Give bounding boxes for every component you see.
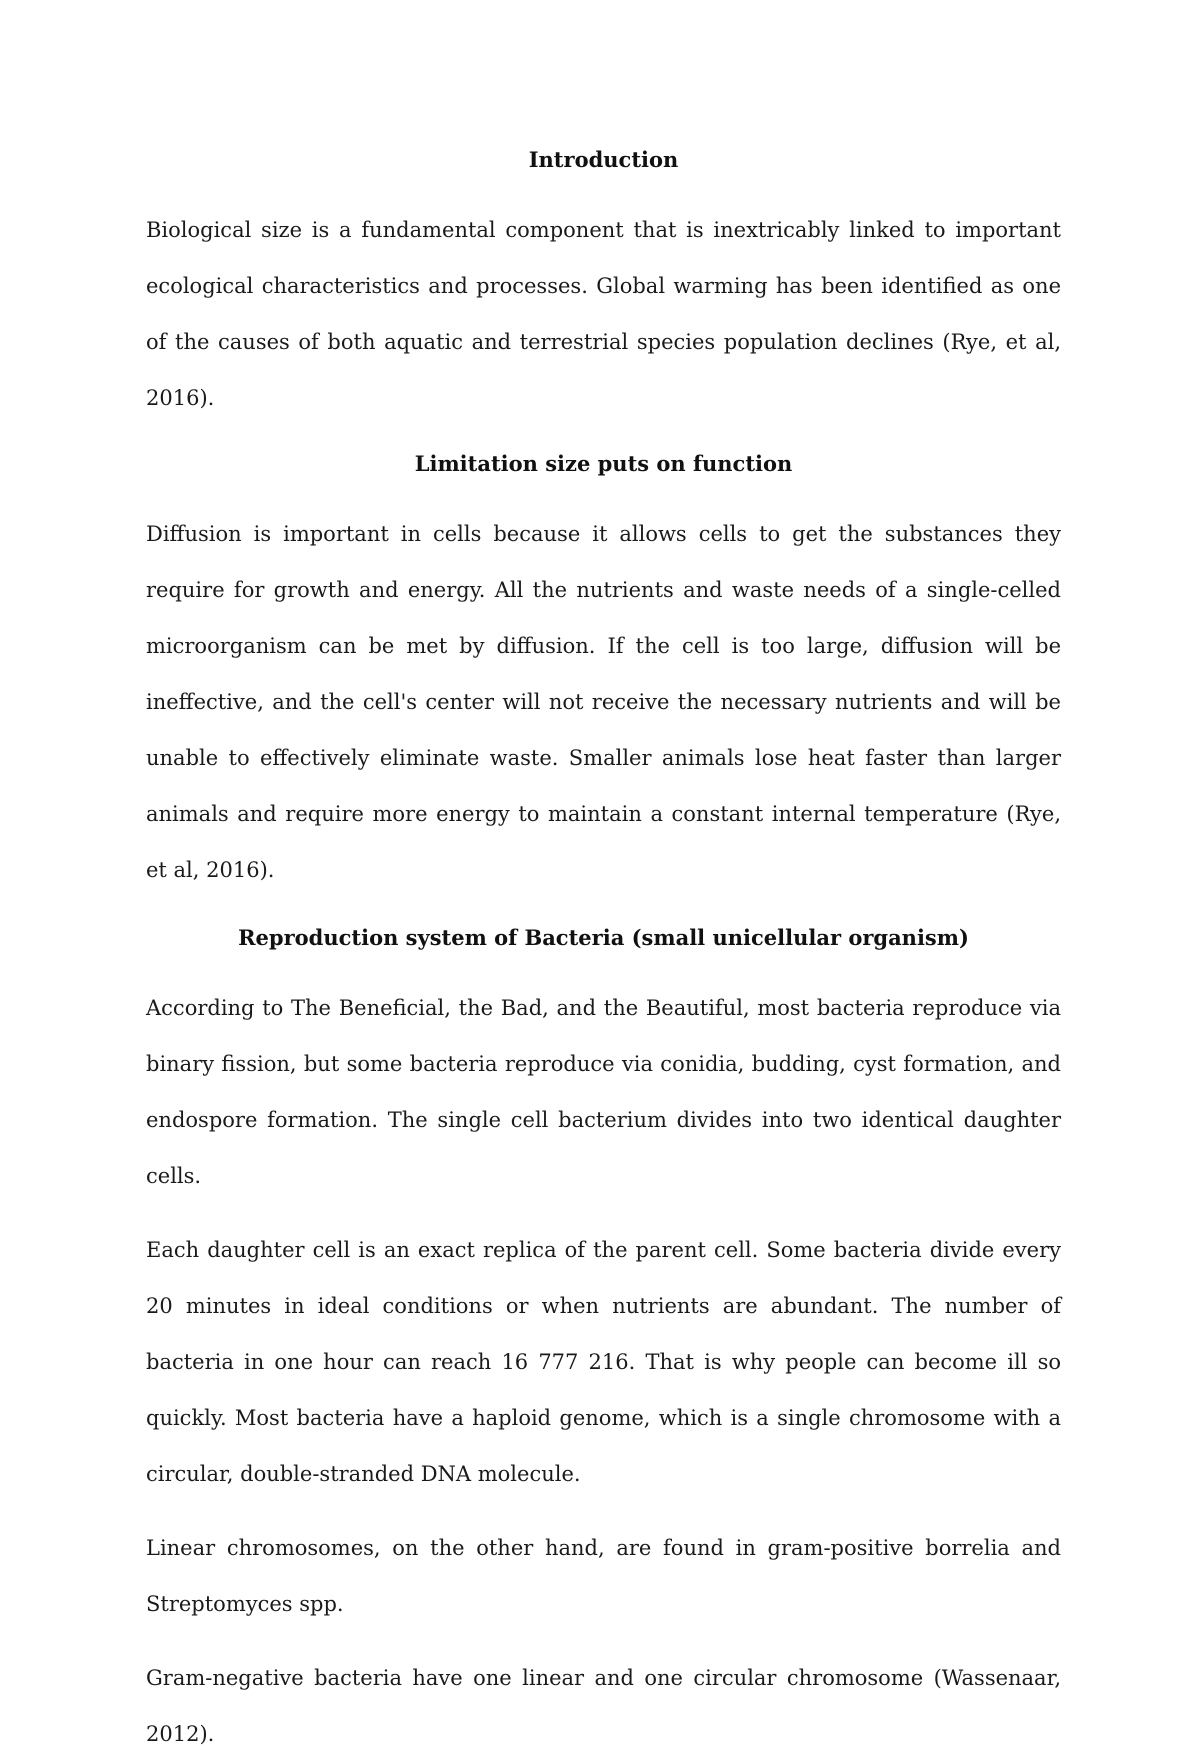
paragraph-limitation-size: Diffusion is important in cells because it allows cells to get the substances they require for growth and energy. All the nutrients and waste needs of a single-celled microorganism can be met by diffusion. If the cell is too large, diffusion will be ineffective, and the cell's center will not receive the necessary nutrients and will be unable to effectively eliminate waste. Smaller animals lose heat faster than larger animals and require more energy to maintain a constant internal temperature (Rye, et al, 2016). [146, 522, 1061, 882]
heading-limitation-size: Limitation size puts on function [414, 451, 793, 476]
paragraph-reproduction-3: Linear chromosomes, on the other hand, are found in gram-positive borrelia and Streptomyces spp. [146, 1536, 1061, 1616]
paragraph-reproduction-1: According to The Beneficial, the Bad, and the Beautiful, most bacteria reproduce via binary fission, but some bacteria reproduce via conidia, budding, cyst formation, and endospore formation. The single cell bacterium divides into two identical daughter cells. [146, 996, 1061, 1188]
paragraph-reproduction-4: Gram-negative bacteria have one linear and one circular chromosome (Wassenaar, 2012). [146, 1666, 1061, 1746]
paragraph-reproduction-2: Each daughter cell is an exact replica of the parent cell. Some bacteria divide every 20 minutes in ideal conditions or when nutrients are abundant. The number of bacteria in one hour can reach 16 777 216. That is why people can become ill so quickly. Most bacteria have a haploid genome, which is a single chromosome with a circular, double-stranded DNA molecule. [146, 1238, 1061, 1486]
heading-reproduction-bacteria: Reproduction system of Bacteria (small unicellular organism) [238, 925, 969, 950]
heading-introduction: Introduction [528, 147, 679, 172]
paragraph-introduction: Biological size is a fundamental component that is inextricably linked to important ecological characteristics and processes. Global warming has been identified as one of the causes of both aquatic and terrestrial species population declines (Rye, et al, 2016). [146, 218, 1061, 410]
document-body [146, 138, 1061, 1762]
